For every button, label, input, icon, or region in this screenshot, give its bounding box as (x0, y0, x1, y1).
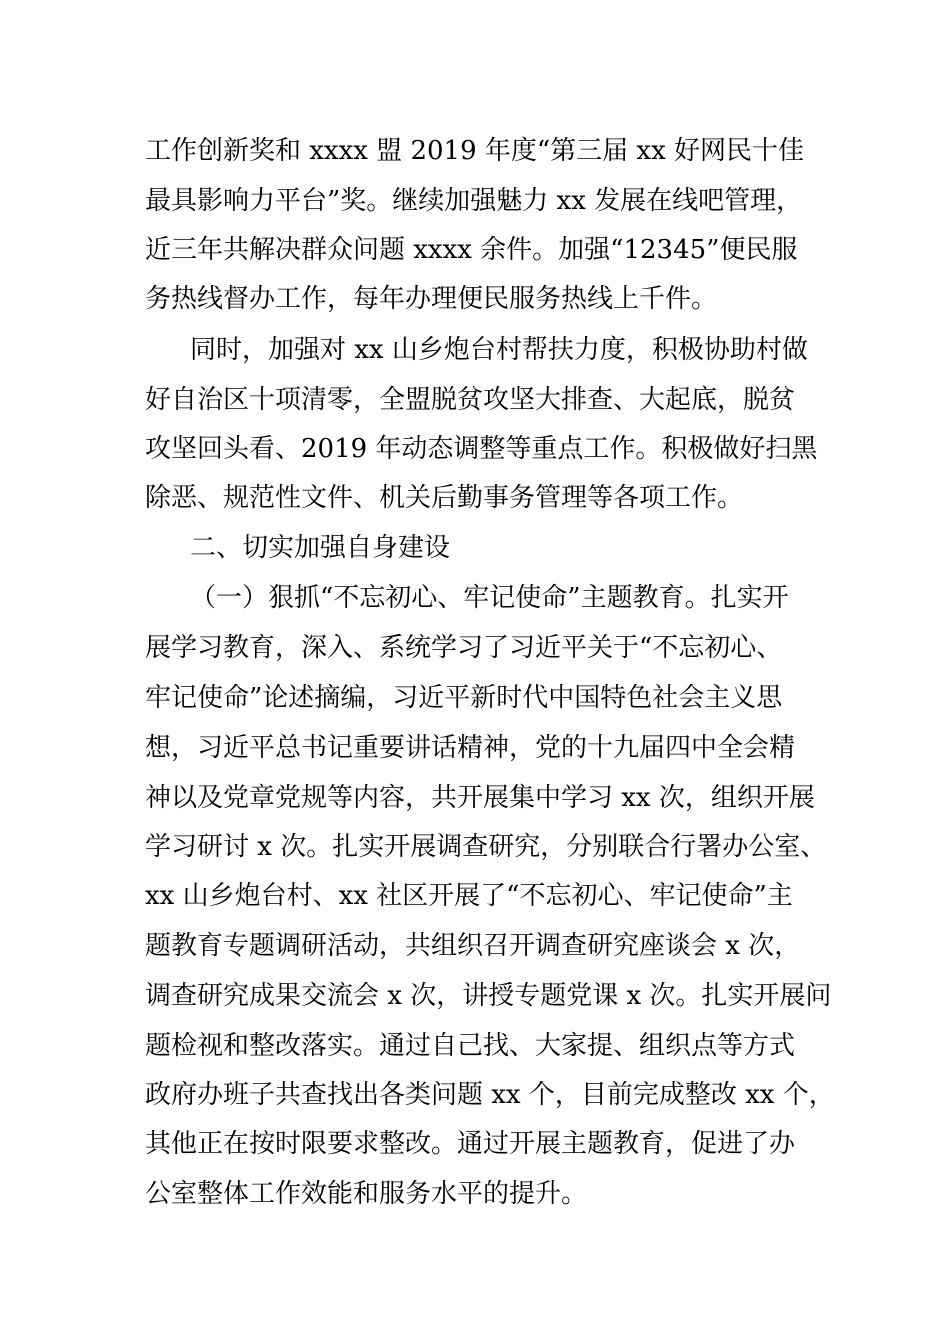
section-heading: 二、切实加强自身建设 (190, 533, 451, 563)
paragraph-line: 工作创新奖和 xxxx 盟 2019 年度“第三届 xx 好网民十佳 (145, 136, 805, 166)
paragraph-line: 其他正在按时限要求整改。通过开展主题教育，促进了办 (145, 1129, 796, 1159)
paragraph-line: 除恶、规范性文件、机关后勤事务管理等各项工作。 (145, 483, 744, 513)
paragraph-line: 神以及党章党规等内容，共开展集中学习 xx 次，组织开展 (145, 783, 815, 813)
paragraph-line: 题教育专题调研活动，共组织召开调查研究座谈会 x 次， (145, 931, 801, 961)
paragraph-line: 学习研讨 x 次。扎实开展调查研究，分别联合行署办公室、 (145, 832, 827, 862)
paragraph-line: 牢记使命”论述摘编，习近平新时代中国特色社会主义思 (145, 683, 783, 713)
paragraph-line: （一）狠抓“不忘初心、牢记使命”主题教育。扎实开 (190, 583, 789, 613)
paragraph-line: 务热线督办工作，每年办理便民服务热线上千件。 (145, 284, 718, 314)
paragraph-line: 展学习教育，深入、系统学习了习近平关于“不忘初心、 (145, 633, 783, 663)
paragraph-line: 题检视和整改落实。通过自己找、大家提、组织点等方式 (145, 1031, 796, 1061)
paragraph-line: 想，习近平总书记重要讲话精神，党的十九届四中全会精 (145, 733, 796, 763)
paragraph-line: 公室整体工作效能和服务水平的提升。 (145, 1179, 588, 1209)
paragraph-line: 同时，加强对 xx 山乡炮台村帮扶力度，积极协助村做 (190, 335, 808, 365)
paragraph-line: 好自治区十项清零，全盟脱贫攻坚大排查、大起底，脱贫 (145, 385, 796, 415)
paragraph-line: 近三年共解决群众问题 xxxx 余件。加强“12345”便民服 (145, 235, 798, 265)
paragraph-line: xx 山乡炮台村、xx 社区开展了“不忘初心、牢记使命”主 (145, 881, 793, 911)
paragraph-line: 攻坚回头看、2019 年动态调整等重点工作。积极做好扫黑 (145, 434, 818, 464)
paragraph-line: 调查研究成果交流会 x 次，讲授专题党课 x 次。扎实开展问 (145, 981, 832, 1011)
paragraph-line: 最具影响力平台”奖。继续加强魅力 xx 发展在线吧管理， (145, 186, 803, 216)
paragraph-line: 政府办班子共查找出各类问题 xx 个，目前完成整改 xx 个， (145, 1080, 835, 1110)
